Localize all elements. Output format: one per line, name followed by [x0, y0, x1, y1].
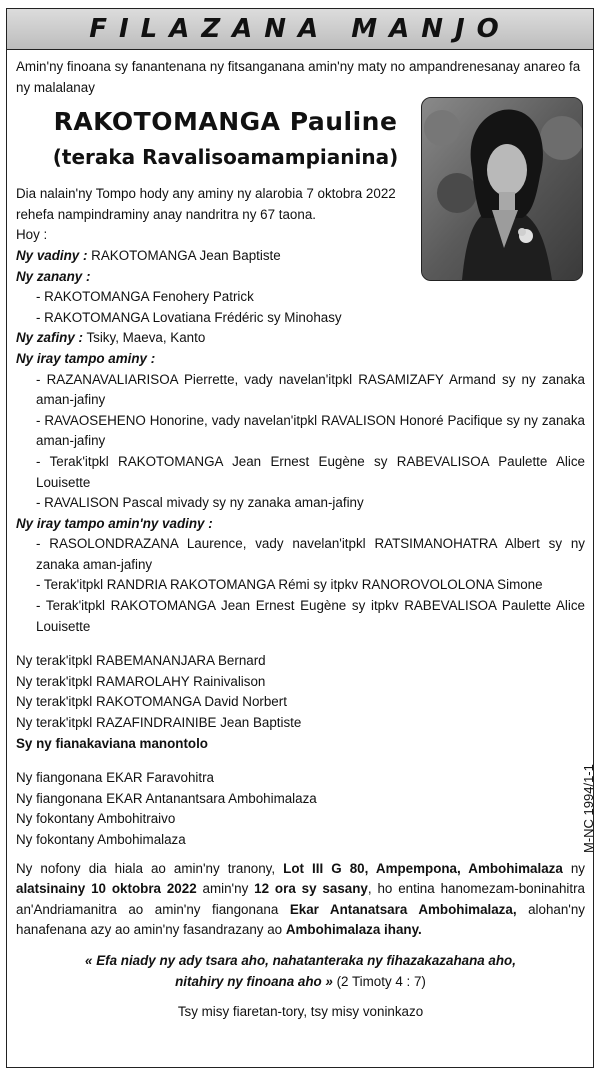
family-all: Sy ny fianakaviana manontolo [16, 735, 208, 751]
intro-text: Amin'ny finoana sy fanantenana ny fitsanganana amin'ny maty no ampandrenesanay anareo fa ny malalanay [16, 59, 581, 95]
header-title: FILAZANA MANJO [89, 14, 511, 44]
notice-content [16, 57, 585, 1023]
spacer [16, 754, 585, 768]
sibling-item: - RAVAOSEHENO Honorine, vady navelan'itpkl RAVALISON Honoré Pacifique sy ny zanaka aman-jafiny [36, 412, 585, 449]
funeral-church: Ekar Antanatsara Ambohimalaza, [289, 901, 517, 917]
child-item: - RAKOTOMANGA Lovatiana Frédéric sy Minohasy [36, 309, 342, 325]
funeral-date: alatsinainy 10 oktobra 2022 [16, 881, 197, 897]
portrait-image [422, 98, 582, 280]
relative-line: Ny terak'itpkl RAZAFINDRAINIBE Jean Baptiste [16, 715, 302, 731]
sibling-item: - RAVALISON Pascal mivady sy ny zanaka aman-jafiny [36, 495, 364, 511]
funeral-text: , ho entina hanomezam-boninahitra an'Andriamanitra ao amin'ny fiangonana [16, 881, 585, 917]
closing-note: Tsy misy fiaretan-tory, tsy misy voninkazo [177, 1004, 424, 1020]
husband-value: RAKOTOMANGA Jean Baptiste [87, 247, 281, 263]
husband-sibling-item: - RASOLONDRAZANA Laurence, vady navelan'itpkl RATSIMANOHATRA Albert sy ny zanaka aman-jafiny [36, 536, 585, 572]
sibling-item: - RAZANAVALIARISOA Pierrette, vady navelan'itpkl RASAMIZAFY Armand sy ny zanaka aman-jafiny [36, 371, 585, 408]
funeral-paragraph [16, 859, 585, 941]
spacer [16, 941, 585, 951]
husband-sibling-item: - Terak'itpkl RAKOTOMANGA Jean Ernest Eugène sy itpkv RABEVALISOA Paulette Alice Louisette [36, 598, 585, 634]
spacer [16, 851, 585, 859]
relative-line: Ny terak'itpkl RABEMANANJARA Bernard [16, 653, 266, 669]
hoy-label: Hoy : [16, 227, 48, 243]
community-line: Ny fiangonana EKAR Antanantsara Ambohimalaza [16, 790, 317, 806]
funeral-text: alohan'ny hanafenana azy ao amin'ny fasandrazany ao [16, 901, 585, 938]
bible-quote-line1: « Efa niady ny ady tsara aho, nahatanteraka ny fihazakazahana aho, [85, 952, 516, 968]
funeral-text: ny [562, 860, 585, 876]
sibling-item: - Terak'itpkl RAKOTOMANGA Jean Ernest Eugène sy RABEVALISOA Paulette Alice Louisette [36, 453, 585, 490]
husband-label: Ny vadiny : [16, 247, 88, 263]
deceased-alias: (teraka Ravalisoamampianina) [52, 145, 399, 170]
funeral-burial-place: Ambohimalaza ihany. [285, 922, 422, 938]
deceased-name: RAKOTOMANGA Pauline [53, 107, 398, 137]
funeral-time: 12 ora sy sasany [254, 881, 368, 897]
grandchildren-value: Tsiky, Maeva, Kanto [82, 330, 206, 346]
grandchildren-label: Ny zafiny : [16, 330, 83, 346]
header-banner [7, 9, 593, 50]
community-line: Ny fiangonana EKAR Faravohitra [16, 770, 214, 786]
spacer [16, 637, 585, 651]
child-item: - RAKOTOMANGA Fenohery Patrick [36, 289, 254, 305]
grandchildren-line [16, 328, 585, 349]
siblings-label: Ny iray tampo aminy : [16, 350, 156, 366]
bible-quote-ref: (2 Timoty 4 : 7) [332, 973, 426, 989]
funeral-address: Lot III G 80, Ampempona, Ambohimalaza [283, 860, 563, 876]
community-line: Ny fokontany Ambohimalaza [16, 832, 186, 847]
relative-line: Ny terak'itpkl RAKOTOMANGA David Norbert [16, 694, 287, 710]
deceased-photo [421, 97, 583, 281]
relative-line: Ny terak'itpkl RAMAROLAHY Rainivalison [16, 673, 266, 689]
funeral-text: amin'ny [196, 881, 255, 897]
bible-quote-text: nitahiry ny finoana aho » [175, 973, 333, 989]
reference-code: M-NC 1994/1-1 [581, 764, 596, 853]
husband-siblings-label: Ny iray tampo amin'ny vadiny : [16, 515, 213, 531]
bible-quote-line2 [16, 972, 585, 993]
husband-sibling-item: - Terak'itpkl RANDRIA RAKOTOMANGA Rémi sy itpkv RANOROVOLOLONA Simone [36, 577, 543, 593]
death-notice: Dia nalain'ny Tompo hody any aminy ny alarobia 7 oktobra 2022 rehefa nampindraminy anay nandritra ny 67 taona. [16, 186, 396, 222]
notice-frame [6, 8, 594, 1068]
community-line: Ny fokontany Ambohitraivo [16, 811, 176, 827]
children-label: Ny zanany : [16, 268, 91, 284]
funeral-text: Ny nofony dia hiala ao amin'ny tranony, [16, 860, 284, 876]
